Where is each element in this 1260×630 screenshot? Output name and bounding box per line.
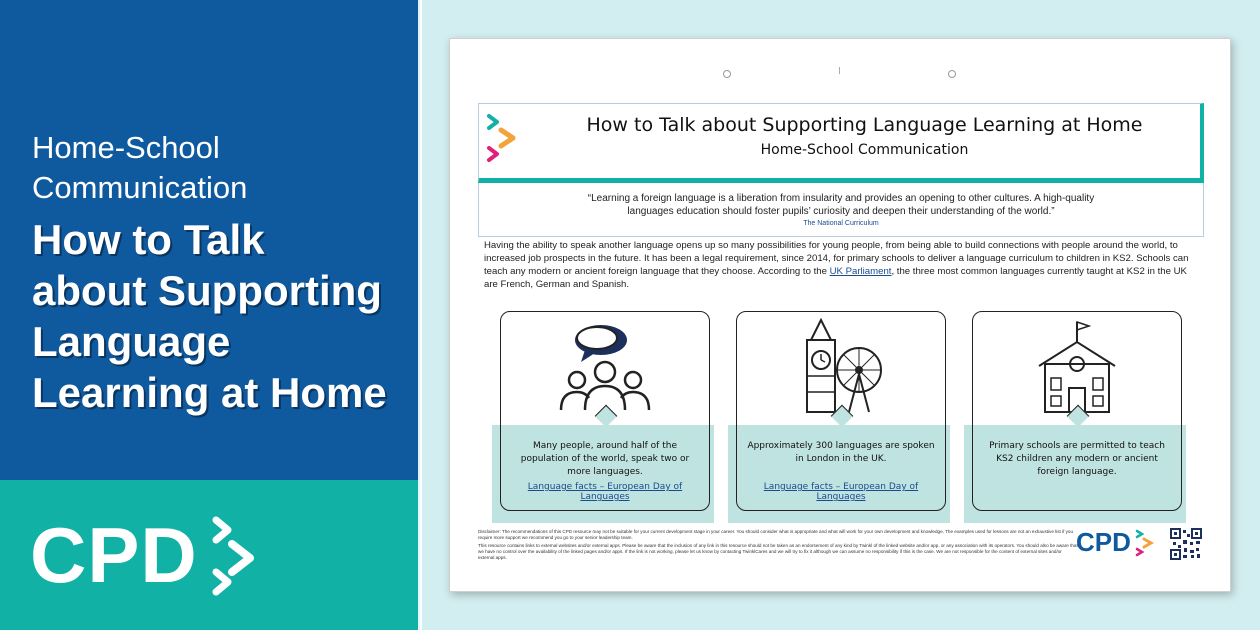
quote-line: languages education should foster pupils’ curiosity and deepen their understanding of the world.” — [627, 206, 1055, 217]
banner-title-line4: Learning at Home — [32, 369, 387, 416]
fact-card-3 — [972, 311, 1182, 511]
banner-title-line2: about Supporting — [32, 267, 382, 314]
quote-box — [478, 183, 1204, 237]
school-building-icon — [973, 318, 1183, 414]
fact-card-2 — [736, 311, 946, 511]
qr-code-icon — [1170, 528, 1202, 560]
cpd-logo-text: CPD — [30, 511, 198, 599]
quote-text — [479, 192, 1203, 218]
document-subtitle: Home-School Communication — [760, 142, 969, 158]
banner-heading — [32, 128, 402, 418]
banner-title — [32, 214, 402, 418]
document-header — [478, 103, 1204, 183]
disclaimer — [478, 529, 1078, 563]
document-preview — [449, 38, 1231, 592]
fact-text: Many people, around half of the population of the world, speak two or more languages. — [520, 441, 690, 477]
colored-chevrons-icon — [485, 112, 519, 164]
fact-link[interactable]: Language facts – European Day of Languages — [527, 482, 683, 502]
banner-subtitle-line2: Communication — [32, 170, 248, 205]
disclaimer-text: Disclaimer: The recommendations of this CPD resource may not be suitable for your current development stage in your career. You should consider what is appropriate and what will work for your own development and knowledge. The examples used for lessons are not an exhaustive list if you require more support we recommend you go to your senior leadership team. — [478, 529, 1074, 540]
quote-source: The National Curriculum — [803, 220, 879, 227]
punch-hole — [723, 70, 731, 78]
banner-title-line1: How to Talk — [32, 216, 265, 263]
banner-subtitle-line1: Home-School — [32, 130, 220, 165]
panel-divider — [418, 0, 422, 630]
paragraph-text: , the three most common languages currently taught at KS2 in the UK are French, German and Spanish. — [484, 266, 1187, 290]
uk-parliament-link[interactable]: UK Parliament — [829, 266, 892, 277]
center-mark — [839, 67, 840, 74]
fact-link[interactable]: Language facts – European Day of Languages — [763, 482, 919, 502]
colored-chevrons-icon — [1134, 528, 1154, 558]
london-landmarks-icon — [737, 318, 947, 414]
punch-hole — [948, 70, 956, 78]
intro-paragraph — [484, 239, 1200, 291]
footer-logo-text: CPD — [1076, 527, 1131, 557]
disclaimer-text: This resource contains links to external websites and/or external apps. Please be aware that the inclusion of any link in this resource should not be taken as an endorsement of any kind by Twinkl of the linked website and/or app, or any association with its operators. You should also be aware that we have no control over the availability of the linked pages and/or apps. If the link is not working, please let us know by contacting TwinklCares and we will try to fix it although we can assume no responsibility if this is the case. We are not responsible for the content of external sites and/or external apps. — [478, 543, 1078, 560]
footer-cpd-logo — [1076, 527, 1154, 558]
fact-text: Approximately 300 languages are spoken in London in the UK. — [747, 441, 935, 464]
chevron-arrows-icon — [210, 514, 270, 596]
people-speech-icon — [501, 318, 711, 414]
fact-card-1 — [500, 311, 710, 511]
paragraph-text: Having the ability to speak another language opens up so many possibilities for young people, from being able to build connections with people around the world, to increased job prospects in the future. It has been a legal requirement, since 2014, for primary schools to deliver a language curriculum to children in KS2. Schools can teach any modern or ancient foreign language that they choose. According to the — [484, 240, 1189, 277]
quote-line: “Learning a foreign language is a liberation from insularity and provides an opening to other cultures. A high-quality — [587, 193, 1095, 204]
fact-text: Primary schools are permitted to teach KS2 children any modern or ancient foreign language. — [989, 441, 1165, 477]
document-title: How to Talk about Supporting Language Learning at Home — [586, 114, 1143, 136]
cpd-logo — [30, 510, 270, 600]
banner-title-line3: Language — [32, 318, 231, 365]
